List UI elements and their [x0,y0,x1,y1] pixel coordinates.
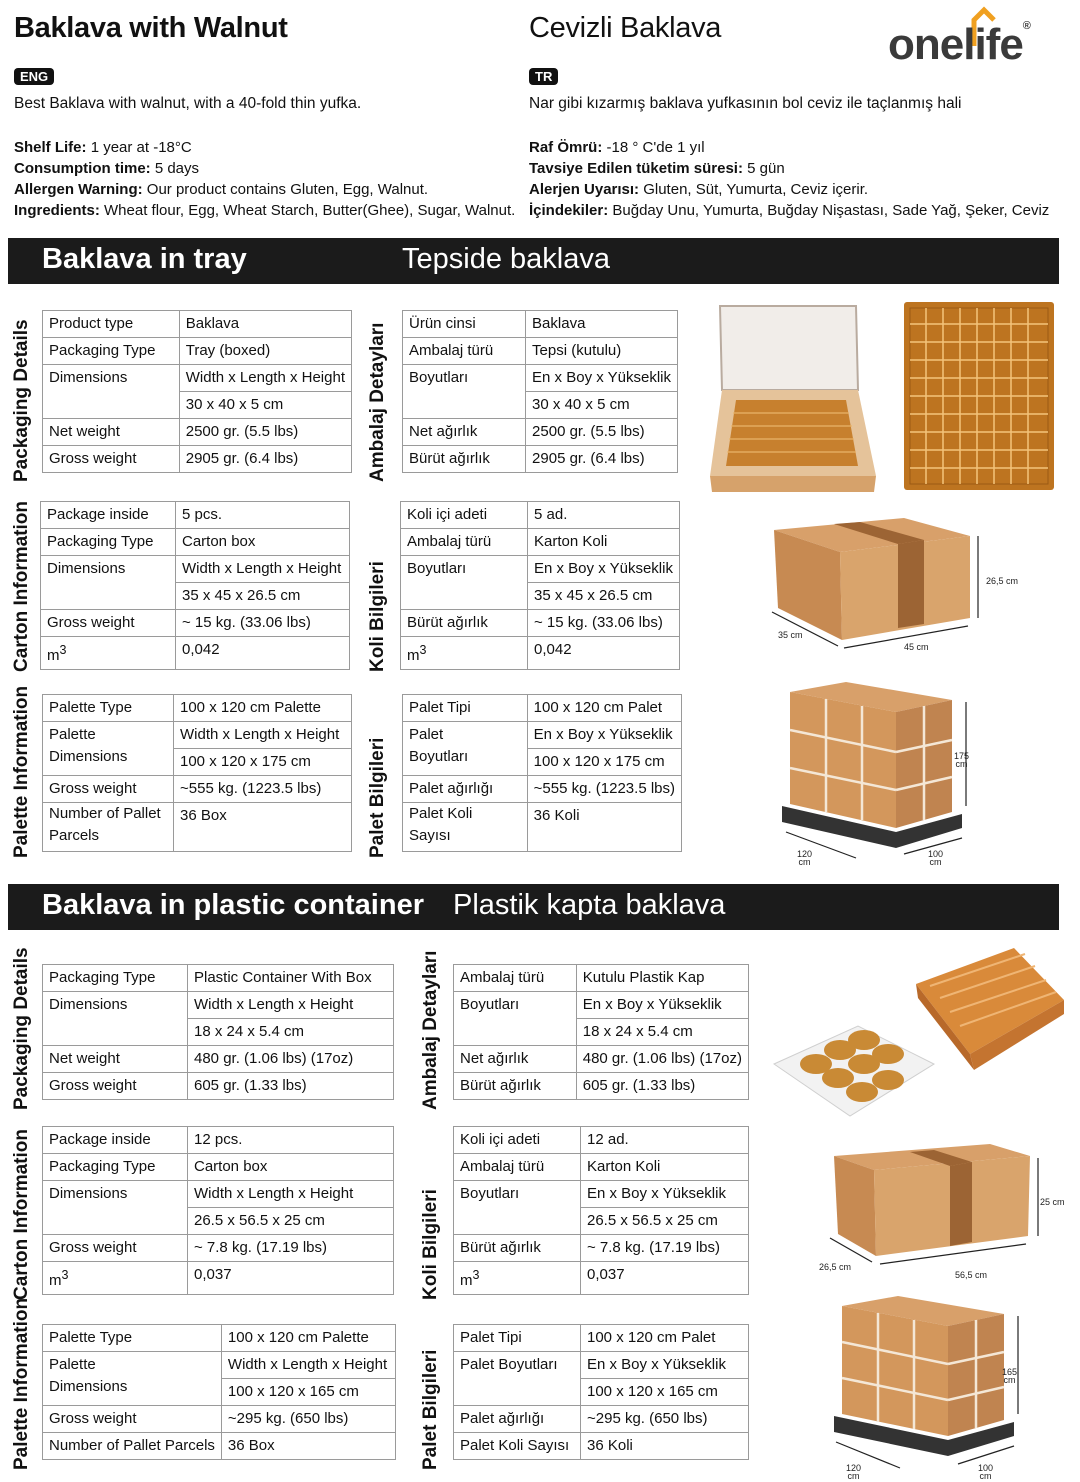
table-row: Palette Width x Length x Height [43,722,352,749]
label-koli-bilgileri: Koli Bilgileri [367,561,388,672]
table-row: Dimensions Width x Length x Height [41,556,350,583]
tray-box-image [706,298,878,494]
banner-title-tr: Tepside baklava [402,243,610,275]
table-row: 35 x 45 x 26.5 cm [41,583,350,610]
title-tr: Cevizli Baklava [529,12,722,44]
table-row: Product type Baklava [43,311,352,338]
pallet-height-label: 175 cm [954,751,970,769]
table-row: Palet Koli Sayısı 36 Koli [454,1433,749,1460]
table-row: Number of Pallet Parcels 36 Box [43,803,352,852]
table-row: Palet ağırlığı ~555 kg. (1223.5 lbs) [403,776,682,803]
badge-tr: TR [529,68,558,85]
table-plastic-carton-tr [453,1126,749,1295]
table-row: Boyutları En x Boy x Yükseklik [454,992,749,1019]
table-row: Ambalaj türü Karton Koli [454,1154,749,1181]
table-row: 30 x 40 x 5 cm [43,392,352,419]
label-ambalaj-detaylari: Ambalaj Detayları [367,322,388,482]
table-tray-palette-en [42,694,352,852]
label-packaging-details: Packaging Details [11,319,32,482]
table-row: 18 x 24 x 5.4 cm [454,1019,749,1046]
table-plastic-packaging-tr [453,964,749,1100]
table-row: Packaging Type Plastic Container With Box [43,965,394,992]
table-row: Ürün cinsi Baklava [403,311,678,338]
table-row: Palet ağırlığı ~295 kg. (650 lbs) [454,1406,749,1433]
table-tray-carton-en [40,501,350,670]
table-row: Ambalaj türü Karton Koli [401,529,680,556]
table-row: Boyutları En x Boy x Yükseklik [403,365,678,392]
description-tr: Nar gibi kızarmış baklava yufkasının bol ceviz ile taçlanmış hali [529,95,962,112]
info-row: Alerjen Uyarısı: Gluten, Süt, Yumurta, Ceviz içerir. [529,181,869,198]
pallet-height-label: 165 cm [1002,1367,1018,1385]
table-row: Boyutları En x Boy x Yükseklik [454,1181,749,1208]
label-koli-bilgileri: Koli Bilgileri [420,1189,441,1300]
table-row: 18 x 24 x 5.4 cm [43,1019,394,1046]
label-palette-information: Palette Information [11,685,32,858]
table-row: Palette Width x Length x Height [43,1352,396,1379]
box-length-label: 45 cm [904,642,929,652]
table-row: Gross weight ~555 kg. (1223.5 lbs) [43,776,352,803]
table-row: Packaging Type Tray (boxed) [43,338,352,365]
description-en: Best Baklava with walnut, with a 40-fold thin yufka. [14,95,362,112]
table-plastic-palette-en [42,1324,396,1460]
table-row: Gross weight ~ 15 kg. (33.06 lbs) [41,610,350,637]
box-height-label: 25 cm [1040,1197,1065,1207]
table-row: Boyutları 100 x 120 x 175 cm [403,749,682,776]
pallet-image [776,682,976,867]
label-carton-information: Carton Information [11,1129,32,1300]
table-row: Palet Tipi 100 x 120 cm Palet [454,1325,749,1352]
table-plastic-palette-tr [453,1324,749,1460]
table-row: Bürüt ağırlık 2905 gr. (6.4 lbs) [403,446,678,473]
table-tray-palette-tr [402,694,682,852]
table-row: $m^3$ 0,037 [454,1262,749,1295]
table-row: Palet Tipi 100 x 120 cm Palet [403,695,682,722]
banner-plastic [8,884,1059,930]
table-row: Number of Pallet Parcels 36 Box [43,1433,396,1460]
info-tr [529,137,1049,221]
badge-eng: ENG [14,68,54,85]
table-row: Dimensions 100 x 120 x 175 cm [43,749,352,776]
table-row: Packaging Type Carton box [43,1154,394,1181]
pallet-length-label: 100 cm [928,849,944,867]
banner-tray [8,238,1059,284]
table-row: Package inside 12 pcs. [43,1127,394,1154]
table-row: Net weight 480 gr. (1.06 lbs) (17oz) [43,1046,394,1073]
table-row: Dimensions Width x Length x Height [43,1181,394,1208]
label-carton-information: Carton Information [11,501,32,672]
pallet-length-label: 100 cm [978,1463,994,1481]
info-row: Shelf Life: 1 year at -18°C [14,139,192,156]
table-row: Gross weight ~295 kg. (650 lbs) [43,1406,396,1433]
table-row: Dimensions Width x Length x Height [43,365,352,392]
table-row: Bürüt ağırlık ~ 7.8 kg. (17.19 lbs) [454,1235,749,1262]
table-row: Ambalaj türü Kutulu Plastik Kap [454,965,749,992]
table-tray-carton-tr [400,501,680,670]
banner-title-en: Baklava in plastic container [42,889,424,921]
label-palette-information: Palette Information [11,1297,32,1470]
table-row: Palette Type 100 x 120 cm Palette [43,1325,396,1352]
table-row: $m^3$ 0,037 [43,1262,394,1295]
table-row: Boyutları En x Boy x Yükseklik [401,556,680,583]
info-row: İçindekiler: Buğday Unu, Yumurta, Buğday Nişastası, Sade Yağ, Şeker, Ceviz [529,202,1050,219]
table-row: Gross weight 2905 gr. (6.4 lbs) [43,446,352,473]
table-plastic-carton-en [42,1126,394,1295]
info-row: Allergen Warning: Our product contains Gluten, Egg, Walnut. [14,181,429,198]
pallet-image [828,1296,1028,1472]
info-en [14,137,515,221]
table-row: 30 x 40 x 5 cm [403,392,678,419]
box-length-label: 56,5 cm [955,1270,988,1280]
table-row: Package inside 5 pcs. [41,502,350,529]
table-row: Gross weight ~ 7.8 kg. (17.19 lbs) [43,1235,394,1262]
info-row: Tavsiye Edilen tüketim süresi: 5 gün [529,160,785,177]
label-ambalaj-detaylari: Ambalaj Detayları [420,950,441,1110]
banner-title-en: Baklava in tray [42,243,247,275]
table-row: $m^3$ 0,042 [41,637,350,670]
table-row: 26.5 x 56.5 x 25 cm [454,1208,749,1235]
table-row: 35 x 45 x 26.5 cm [401,583,680,610]
table-tray-packaging-en [42,310,352,473]
table-row: Net ağırlık 2500 gr. (5.5 lbs) [403,419,678,446]
table-row: Palet Koli Sayısı 36 Koli [403,803,682,852]
logo-text: onelife [888,20,1023,69]
table-row: Dimensions Width x Length x Height [43,992,394,1019]
table-tray-packaging-tr [402,310,678,473]
info-row: Raf Ömrü: -18 ° C'de 1 yıl [529,139,705,156]
table-row: $m^3$ 0,042 [401,637,680,670]
table-row: Koli içi adeti 12 ad. [454,1127,749,1154]
table-row: Palet Boyutları En x Boy x Yükseklik [454,1352,749,1379]
table-row: Packaging Type Carton box [41,529,350,556]
table-row: Bürüt ağırlık 605 gr. (1.33 lbs) [454,1073,749,1100]
table-row: Palette Type 100 x 120 cm Palette [43,695,352,722]
carton-box-image [810,1138,1042,1278]
box-width-label: 35 cm [778,630,803,640]
plastic-container-image [770,944,1066,1130]
table-row: Koli içi adeti 5 ad. [401,502,680,529]
table-row: Net ağırlık 480 gr. (1.06 lbs) (17oz) [454,1046,749,1073]
pallet-width-label: 120 cm [846,1463,862,1481]
baklava-pieces-image [904,302,1054,490]
box-width-label: 26,5 cm [819,1262,852,1272]
label-palet-bilgileri: Palet Bilgileri [420,1349,441,1470]
banner-title-tr: Plastik kapta baklava [453,889,726,921]
table-row: 100 x 120 x 165 cm [454,1379,749,1406]
label-palet-bilgileri: Palet Bilgileri [367,737,388,858]
info-row: Ingredients: Wheat flour, Egg, Wheat Starch, Butter(Ghee), Sugar, Walnut. [14,202,516,219]
label-packaging-details: Packaging Details [11,947,32,1110]
onelife-logo: onelife® [888,20,1030,70]
table-row: Net weight 2500 gr. (5.5 lbs) [43,419,352,446]
pallet-width-label: 120 cm [797,849,813,867]
title-en: Baklava with Walnut [14,12,288,44]
table-plastic-packaging-en [42,964,394,1100]
info-row: Consumption time: 5 days [14,160,200,177]
table-row: 26.5 x 56.5 x 25 cm [43,1208,394,1235]
table-row: Gross weight 605 gr. (1.33 lbs) [43,1073,394,1100]
table-row: Bürüt ağırlık ~ 15 kg. (33.06 lbs) [401,610,680,637]
table-row: Ambalaj türü Tepsi (kutulu) [403,338,678,365]
box-height-label: 26,5 cm [986,576,1019,586]
table-row: Palet En x Boy x Yükseklik [403,722,682,749]
table-row: Dimensions 100 x 120 x 165 cm [43,1379,396,1406]
